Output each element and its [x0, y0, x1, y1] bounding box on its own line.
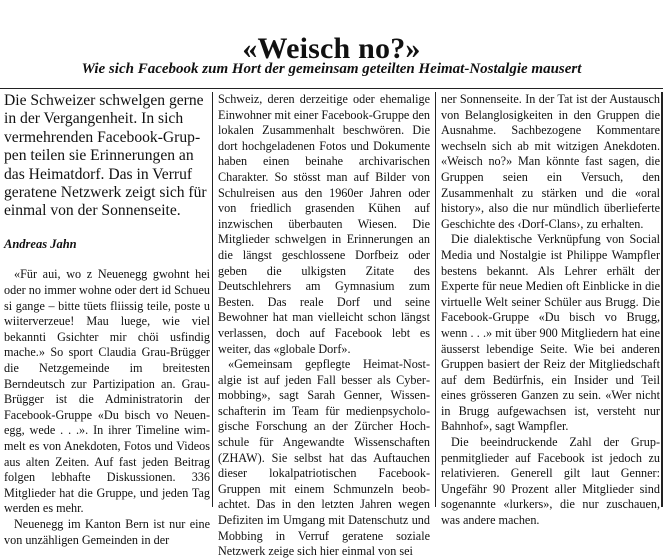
- body-paragraph: Neuenegg im Kanton Bern ist nur eine von unzähligen Gemeinden in der: [4, 516, 210, 547]
- column-divider: [212, 92, 213, 507]
- column-1: [4, 92, 210, 547]
- column-3: [441, 92, 660, 528]
- author-byline: Andreas Jahn: [4, 236, 77, 251]
- body-paragraph: «Für aui, wo z Neuenegg gwohnt hei oder no immer wohne oder dert id Schueu si gange – bitte tüets fliissig teile, poste u wiiterverzeue! Mau luege, wie viel bekannti Gsichter mir chöi usfindig mache.» So sport Claudia Grau-Brügger die Netzgemeinde im breitesten Berndeutsch zur Partizipation an. Grau-Brügger ist die Administratorin der Facebook-Gruppe «Du bisch vo Neuenegg, wede . . .». In ihrer Timeline wimmelt es von Anekdoten, Fotos und Videos aus alten Zeiten. Auf fast jeden Beitrag folgen lebhafte Diskussionen. 336 Mitglieder hat die Gruppe, und jeden Tag werden es mehr.: [4, 267, 210, 516]
- column-2: [218, 92, 430, 559]
- body-paragraph: Schweiz, deren derzeitige oder ehemalige Einwohner mit einer Facebook-Gruppe den lokalen Zusammenhalt beschwören. Die dort hochgeladenen Fotos und Dokumente haben einen beinahe archivarischen Charakter. So stösst man auf Bilder von Schulreisen aus den 1960er Jahren oder von friedlich grasenden Kühen auf inzwischen überbauten Wiesen. Die Mitglieder schwelgen in Erinnerungen an die längst geschlossene Dorfbeiz oder geben die ulkigsten Zitate des Deutschlehrers am Gymnasium zum Besten. Das reale Dorf und seine Bewohner hat man vielleicht schon längst verlassen, doch auf Facebook lebt es weiter, das «globale Dorf».: [218, 92, 430, 356]
- body-paragraph: ner Sonnenseite. In der Tat ist der Austausch von Belanglosigkeiten in den Gruppen die Ausnahme. Sachbezogene Kommentare wechseln sich ab mit witzigen Anekdoten. «Weisch no?» Man könnte fast sagen, die Gruppen seien ein Versuch, den Zusammenhalt zu stärken und die «oral history», also die nur mündlich überlieferte Geschichte des ‹Dorf-Clans›, zu erhalten.: [441, 92, 660, 231]
- body-paragraph: «Gemeinsam gepflegte Heimat-Nostalgie ist auf jeden Fall besser als Cybermobbing», sagt Sarah Genner, Wissenschafterin im Team für medienpsychologische Forschung an der Zürcher Hochschule für Angewandte Wissenschaften (ZHAW). Sie selbst hat das Auftauchen dieser lokalpatriotischen Facebook-Gruppen mit einem Schmunzeln beobachtet. Das in den letzten Jahren wegen Defiziten im Umgang mit Datenschutz und Mobbing in Verruf geratene soziale Netzwerk zeige sich hier einmal von sei: [218, 357, 430, 559]
- column-divider: [435, 92, 436, 507]
- lead-paragraph: Die Schweizer schwelgen gerne in der Vergangenheit. In sich vermehrenden Facebook-Gruppen teilen sie Erinnerungen an das Heimatdorf. Das in Verruf geratene Netzwerk zeigt sich für einmal von der Sonnenseite.: [4, 92, 207, 220]
- headline: «Weisch no?»: [242, 32, 421, 66]
- header-divider: [0, 88, 663, 89]
- body-paragraph: Die beeindruckende Zahl der Gruppenmitglieder auf Facebook ist jedoch zu relativieren. Generell gilt laut Genner: Ungefähr 90 Prozent aller Mitglieder sind sogenannte «lurkers», die nur zuschauen, was andere machen.: [441, 435, 660, 528]
- subheadline: Wie sich Facebook zum Hort der gemeinsam geteilten Heimat-Nostalgie mausert: [81, 61, 582, 77]
- body-paragraph: Die dialektische Verknüpfung von Social Media und Nostalgie ist Philippe Wampfler bestens bekannt. Als Lehrer erhält der Experte für neue Medien oft Einblicke in die virtuelle Welt seiner Schüler aus Brugg. Die Facebook-Gruppe «Du bisch vo Brugg, wenn . . .» mit über 900 Mitgliedern hat eine äusserst lebendige Seite. Wie bei anderen Gruppen basiert der Reiz der Mitgliedschaft auf dem Bedürfnis, ein Insider und Teil eines grösseren Ganzen zu sein. «Wer nicht in Brugg aufgewachsen ist, versteht nur Bahnhof», sagt Wampfler.: [441, 232, 660, 434]
